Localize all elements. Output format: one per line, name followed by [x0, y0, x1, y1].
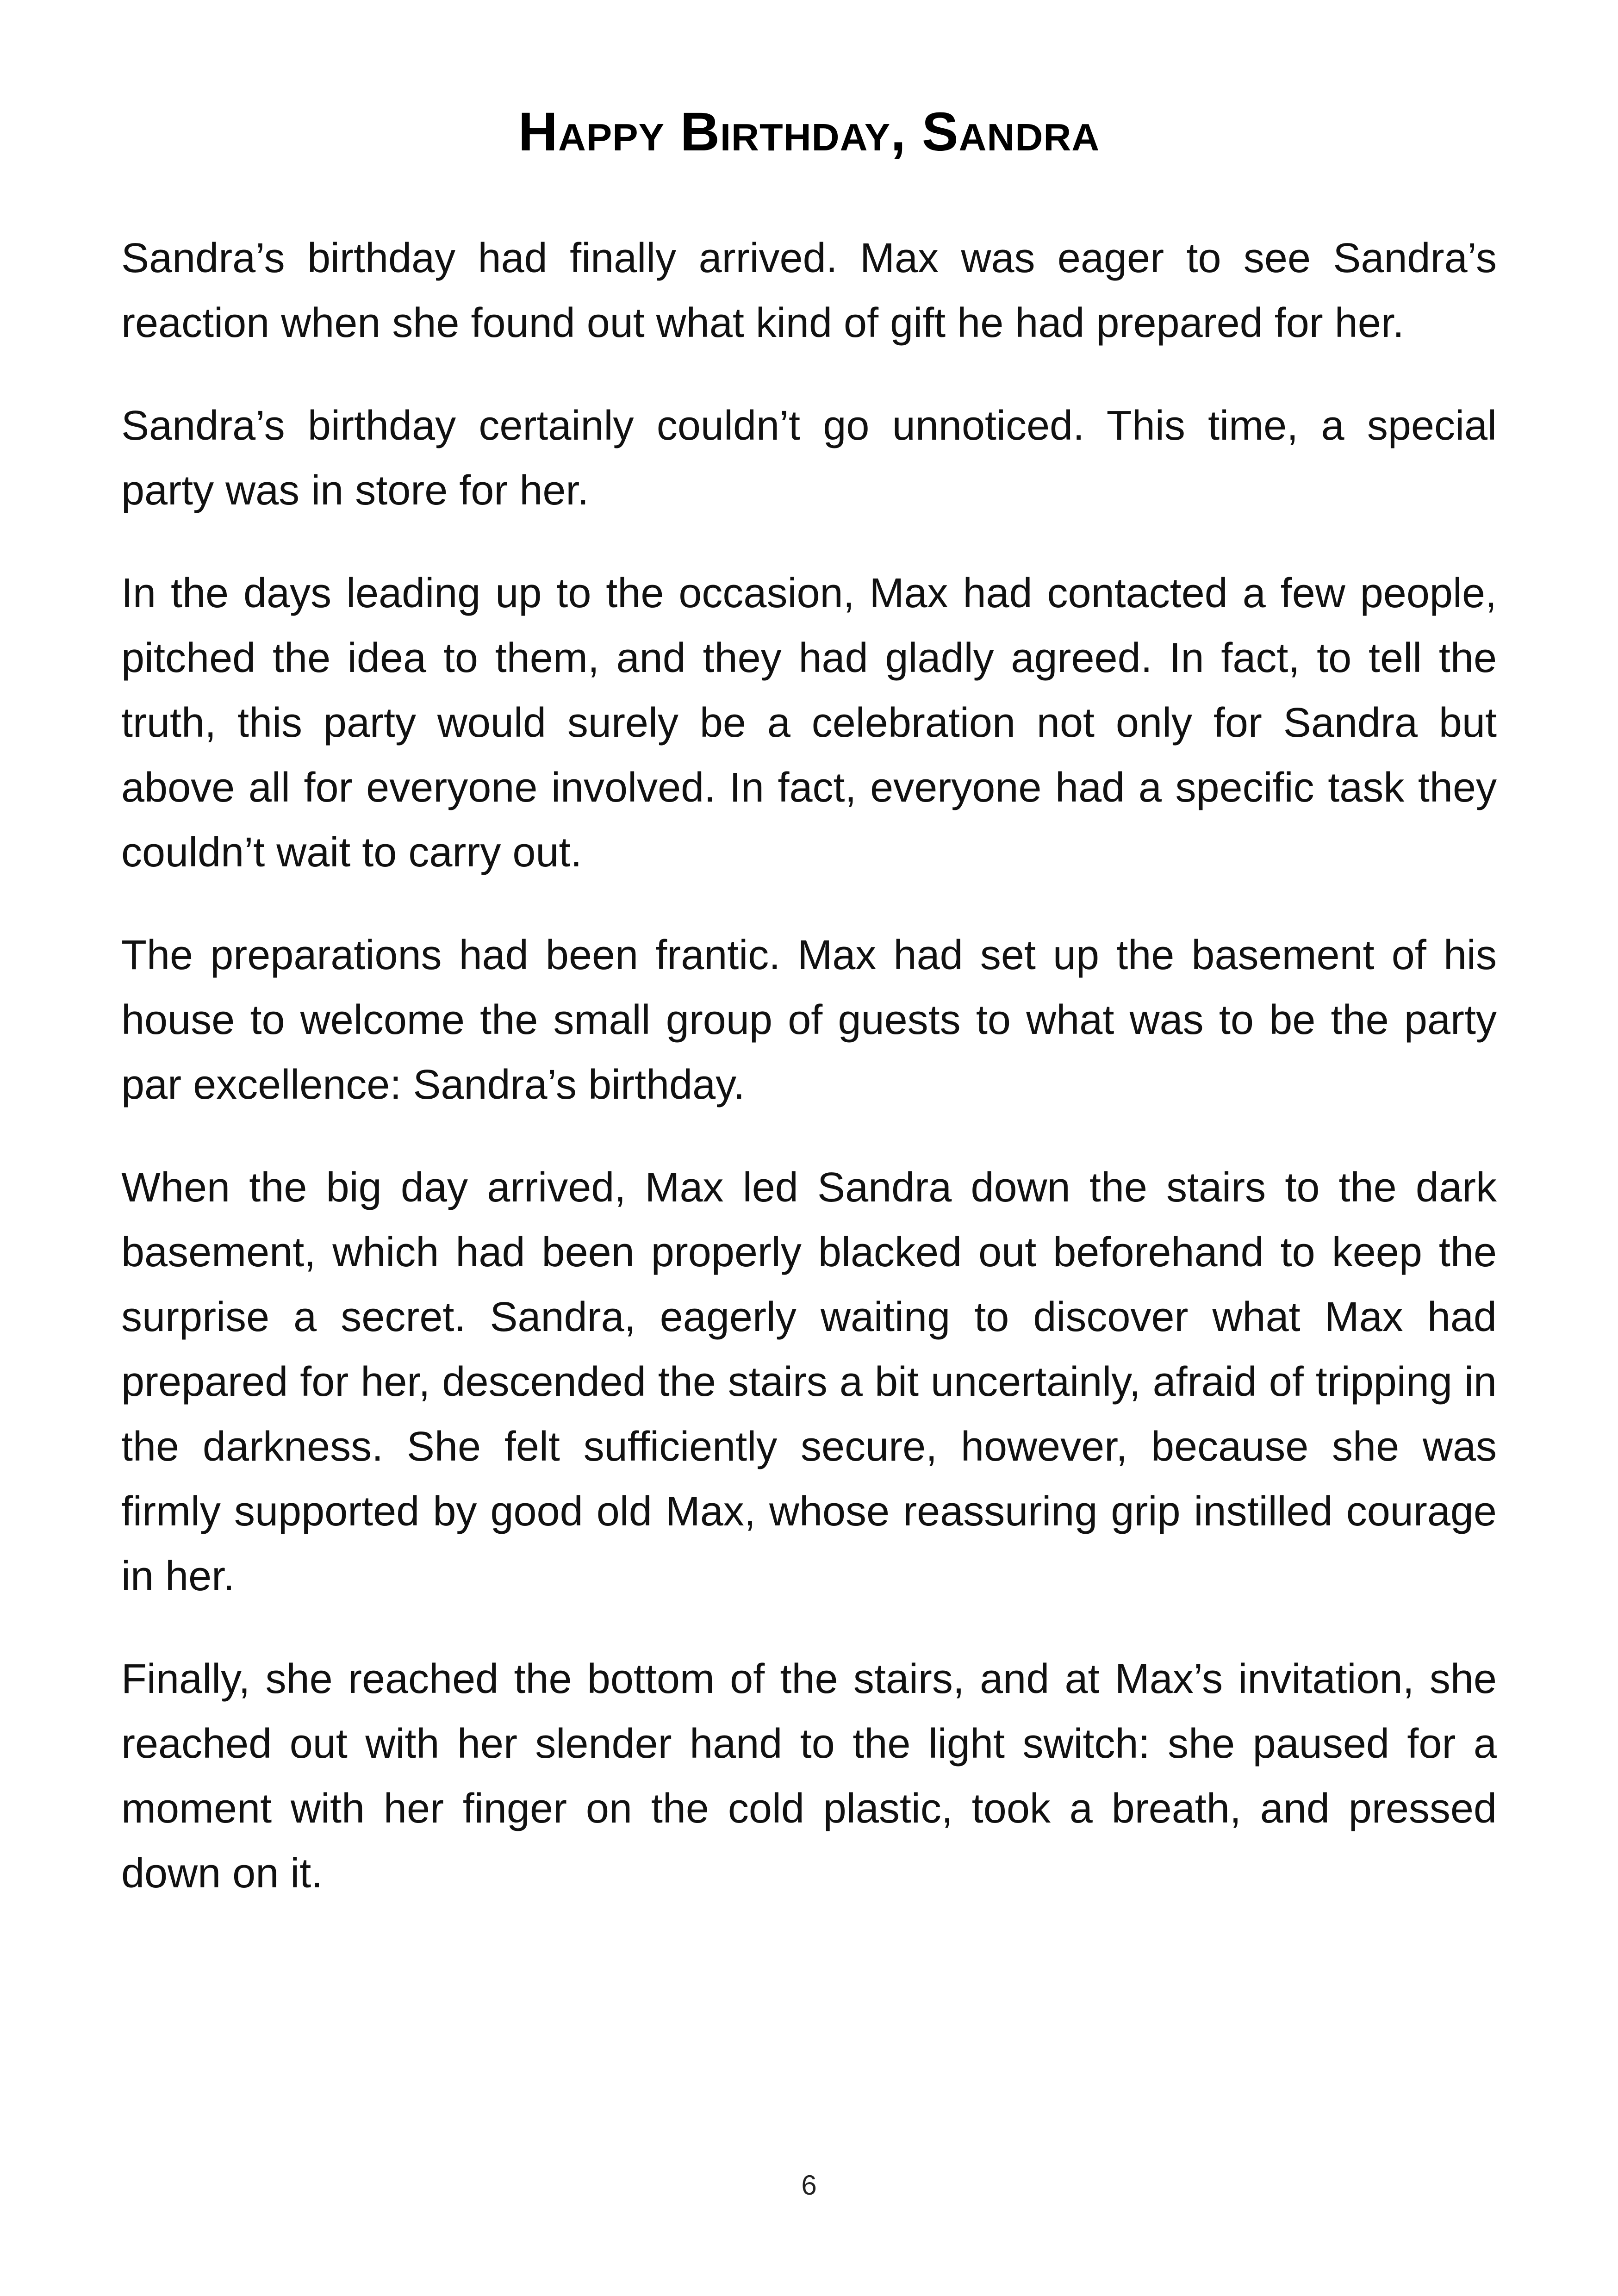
paragraph-4: The preparations had been frantic. Max had set up the basement of his house to welcome the small group of guests to what was to be the party par excellence: Sandra’s birthday. [121, 932, 1497, 1108]
paragraph-3: In the days leading up to the occasion, Max had contacted a few people, pitched the idea to them, and they had gladly agreed. In fact, to tell the truth, this party would surely be a celebration not only for Sandra but above all for everyone involved. In fact, everyone had a specific task they couldn’t wait to carry out. [121, 570, 1497, 876]
paragraph-2: Sandra’s birthday certainly couldn’t go unnoticed. This time, a special party was in store for her. [121, 403, 1497, 514]
paragraph-6: Finally, she reached the bottom of the stairs, and at Max’s invitation, she reached out with her slender hand to the light switch: she paused for a moment with her finger on the cold plastic, took a breath, and pressed down on it. [121, 1656, 1497, 1897]
page-number: 6 [801, 2170, 817, 2201]
chapter-body [121, 226, 1497, 1944]
paragraph-1: Sandra’s birthday had finally arrived. Max was eager to see Sandra’s reaction when she found out what kind of gift he had prepared for her. [121, 235, 1497, 346]
chapter-title: Happy Birthday, Sandra [518, 101, 1100, 162]
paragraph-5: When the big day arrived, Max led Sandra down the stairs to the dark basement, which had been properly blacked out beforehand to keep the surprise a secret. Sandra, eagerly waiting to discover what Max had prepared for her, descended the stairs a bit uncertainly, afraid of tripping in the darkness. She felt sufficiently secure, however, because she was firmly supported by good old Max, whose reassuring grip instilled courage in her. [121, 1164, 1497, 1599]
